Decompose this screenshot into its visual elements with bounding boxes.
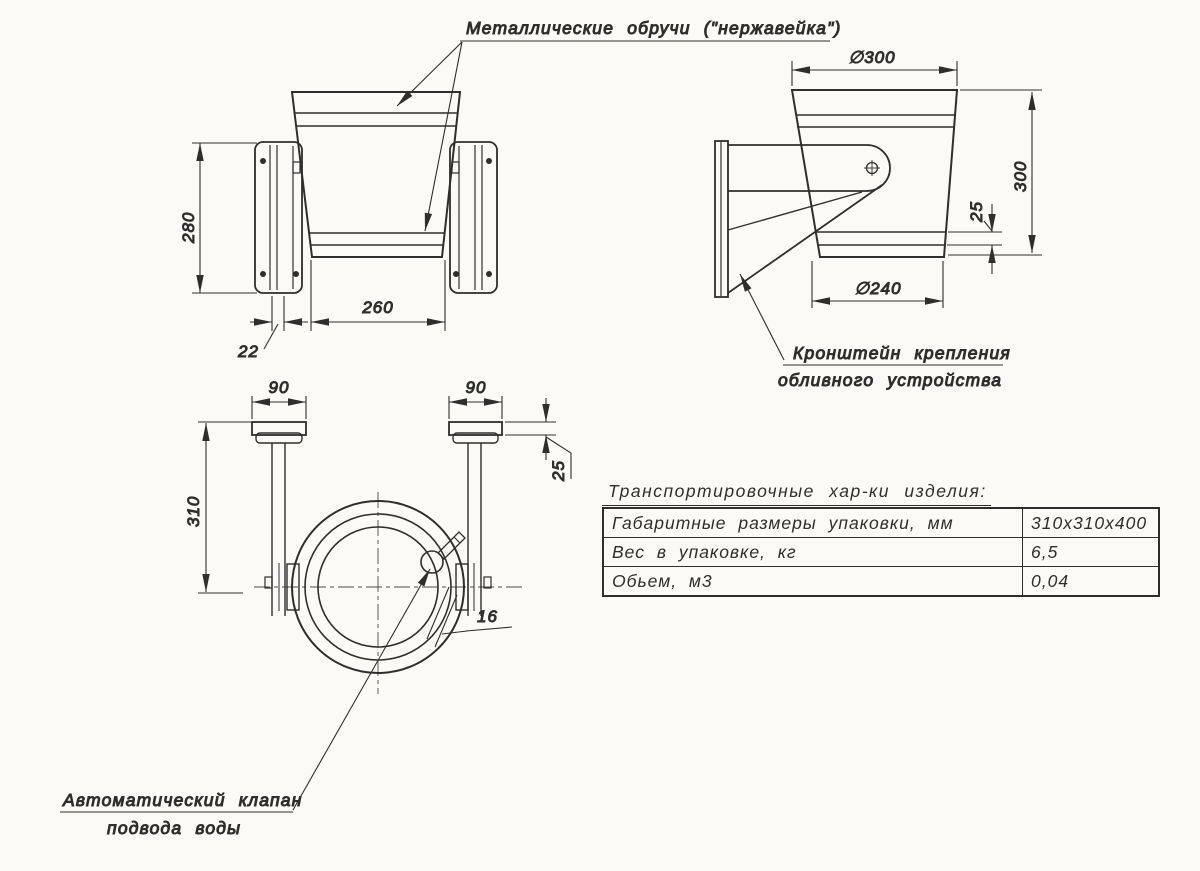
bracket-clip <box>293 162 300 173</box>
bucket-front-outline <box>292 92 460 257</box>
dim-25-top: 25 <box>549 460 568 481</box>
dim-wall <box>427 587 512 647</box>
spec-value: 0,04 <box>1023 567 1160 597</box>
spec-label: Обьем, м3 <box>603 567 1023 597</box>
dim-280: 280 <box>179 211 198 243</box>
mount-bracket-left <box>255 142 302 293</box>
screw-dot <box>260 158 266 164</box>
dim-90-left: 90 <box>268 378 290 397</box>
dim-d300: ∅300 <box>848 48 896 67</box>
bracket-leader <box>740 274 784 360</box>
centerlines <box>254 492 522 694</box>
spec-value: 310х310х400 <box>1023 508 1160 538</box>
wall-bracket <box>715 141 890 297</box>
dim-depth <box>198 423 243 593</box>
front-view <box>179 18 842 361</box>
table-row <box>603 567 1159 597</box>
dim-d240: ∅240 <box>854 279 902 298</box>
spec-grid <box>602 507 1160 597</box>
bracket-label-line2: обливного устройства <box>778 370 1003 390</box>
dim-310: 310 <box>184 495 203 527</box>
valve-label-line1: Автоматический клапан <box>63 790 303 810</box>
screw-dot <box>260 271 266 277</box>
dim-front-bottom <box>250 260 445 349</box>
dim-300: 300 <box>1011 160 1030 192</box>
dim-25-side: 25 <box>967 201 986 222</box>
dim-260: 260 <box>362 298 394 317</box>
hoops-leaders <box>397 41 830 231</box>
dim-pad-right <box>449 396 502 419</box>
screw-dot <box>293 271 299 277</box>
hoops-label: Металлические обручи ("нержавейка") <box>466 18 842 38</box>
bracket-label-line1: Кронштейн крепления <box>793 343 1011 363</box>
dim-front-height <box>192 143 257 293</box>
table-row <box>603 538 1159 567</box>
dim-pad-left <box>198 396 306 422</box>
dim-16: 16 <box>477 607 498 626</box>
transport-spec-table <box>602 481 1160 597</box>
top-view <box>60 378 571 838</box>
mount-bracket-right <box>450 142 497 293</box>
spec-table-title: Транспортировочные хар-ки изделия: <box>602 481 991 506</box>
screw-dot <box>486 158 492 164</box>
dim-90-right: 90 <box>465 378 487 397</box>
dim-22: 22 <box>238 342 259 361</box>
valve-label-line2: подвода воды <box>107 818 242 838</box>
side-view <box>715 48 1042 390</box>
table-row <box>603 508 1159 538</box>
screw-dot <box>453 271 459 277</box>
spec-label: Габаритные размеры упаковки, мм <box>603 508 1023 538</box>
spec-label: Вес в упаковке, кг <box>603 538 1023 567</box>
screw-dot <box>486 271 492 277</box>
spec-value: 6,5 <box>1023 538 1160 567</box>
valve-leader <box>293 569 430 810</box>
